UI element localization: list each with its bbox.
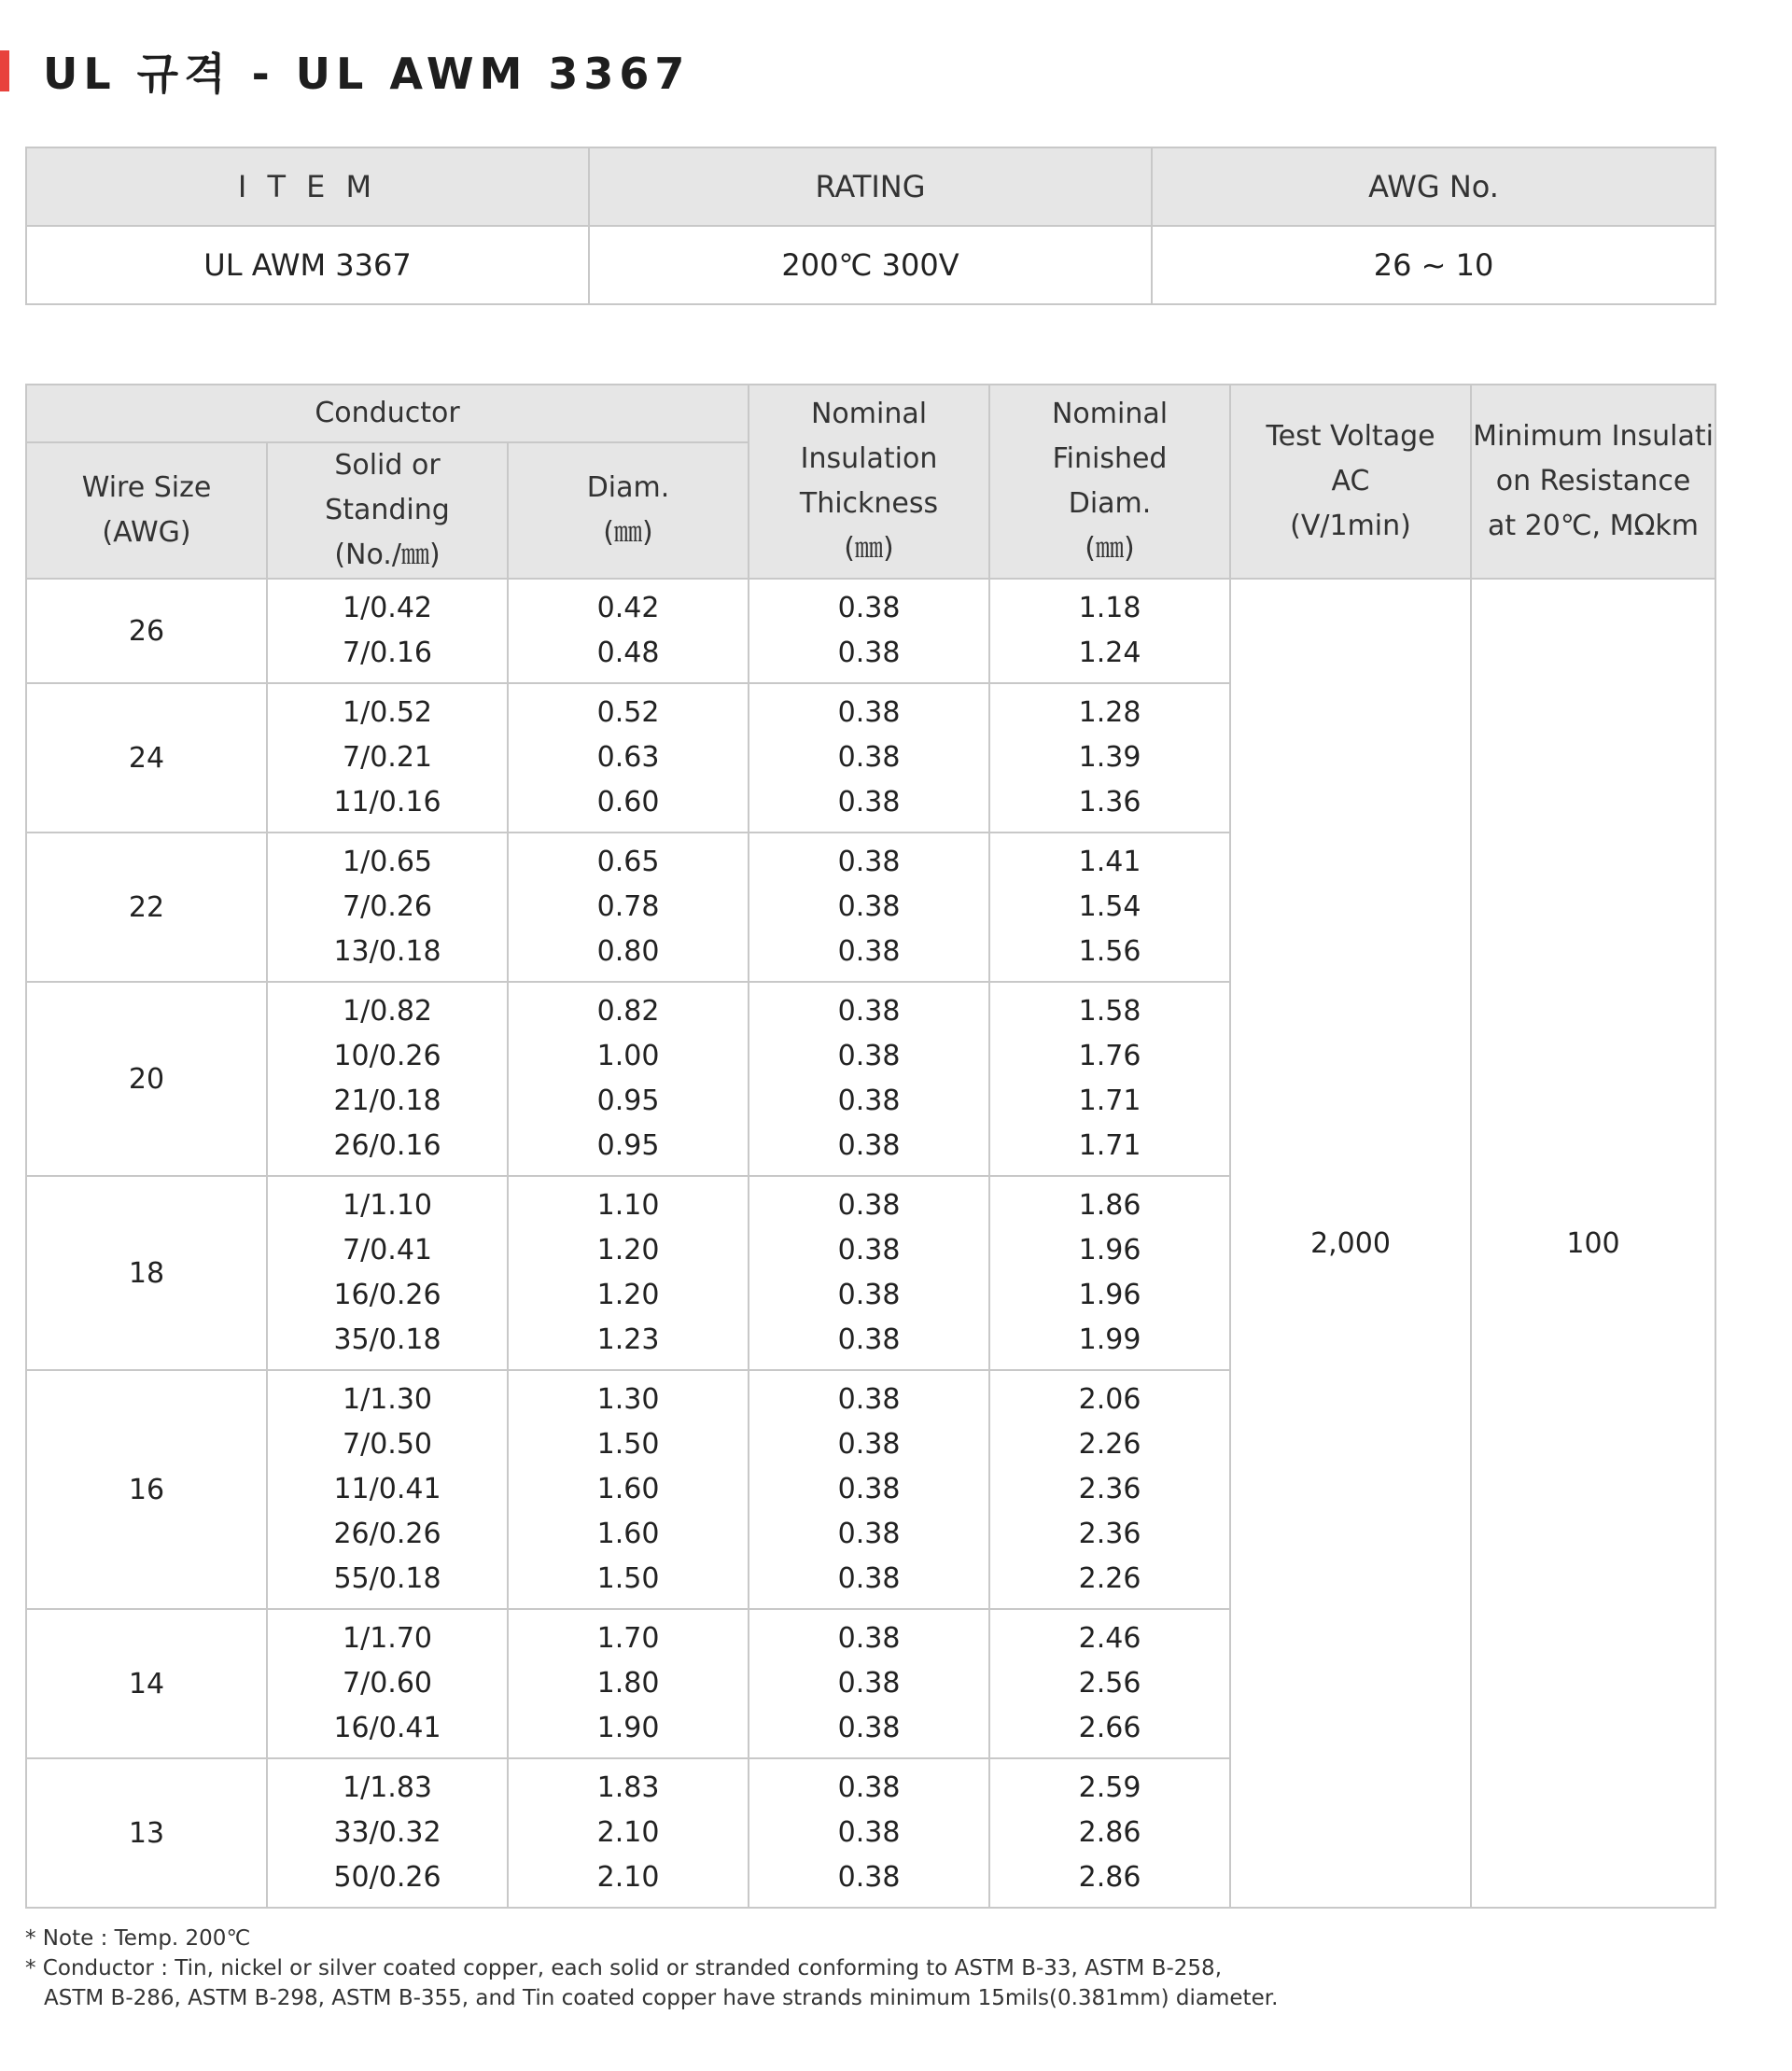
insulation-value: 0.38: [837, 1084, 901, 1117]
stranding-value: 35/0.18: [333, 1323, 441, 1356]
stranding-value: 7/0.21: [343, 741, 432, 774]
stranding-value: 11/0.16: [333, 786, 441, 819]
finished-value: 1.71: [1078, 1084, 1141, 1117]
stranding-cell: [267, 683, 508, 833]
rating-value: 200℃ 300V: [589, 226, 1152, 304]
rating-table-header: [26, 147, 1715, 226]
insulation-cell: [749, 1176, 989, 1370]
finished-value: 1.96: [1078, 1279, 1141, 1311]
rating-table: [25, 147, 1716, 305]
stranding-value: 21/0.18: [333, 1084, 441, 1117]
finished-value: 1.24: [1078, 637, 1141, 669]
insulation-value: 0.38: [837, 1622, 901, 1655]
insulation-cell: [749, 1609, 989, 1758]
diam-value: 1.20: [596, 1279, 660, 1311]
wire-size-cell: 24: [26, 683, 267, 833]
diam-value: 0.78: [596, 890, 660, 923]
finished-value: 1.39: [1078, 741, 1141, 774]
stranding-value: 1/1.30: [343, 1383, 432, 1416]
diam-value: 0.80: [596, 935, 660, 968]
finished-value: 2.56: [1078, 1667, 1141, 1700]
page-title: UL 규격 - UL AWM 3367: [43, 49, 691, 99]
rating-header: RATING: [589, 147, 1152, 226]
resistance-header: Minimum Insulati on Resistance at 20℃, MΩkm: [1471, 385, 1715, 579]
diam-cell: [508, 982, 749, 1176]
finished-cell: [989, 982, 1230, 1176]
wire-size-cell: 14: [26, 1609, 267, 1758]
diam-value: 1.80: [596, 1667, 660, 1700]
note-conductor: * Conductor : Tin, nickel or silver coated copper, each solid or stranded conforming to ASTM B-33, ASTM B-258,: [25, 1956, 1223, 1980]
insulation-value: 0.38: [837, 786, 901, 819]
stranding-cell: [267, 579, 508, 683]
resistance-value: 100: [1471, 579, 1715, 1908]
diam-value: 1.00: [596, 1040, 660, 1072]
insulation-value: 0.38: [837, 995, 901, 1028]
diam-value: 0.95: [596, 1129, 660, 1162]
finished-cell: [989, 579, 1230, 683]
finished-value: 2.06: [1078, 1383, 1141, 1416]
insulation-value: 0.38: [837, 696, 901, 729]
insulation-value: 0.38: [837, 1279, 901, 1311]
insulation-value: 0.38: [837, 935, 901, 968]
finished-cell: [989, 1370, 1230, 1609]
insulation-value: 0.38: [837, 1323, 901, 1356]
table-row: [26, 579, 1715, 683]
stranding-value: 7/0.50: [343, 1428, 432, 1461]
stranding-value: 1/0.65: [343, 846, 432, 878]
diam-value: 1.50: [596, 1562, 660, 1595]
insulation-value: 0.38: [837, 741, 901, 774]
stranding-cell: [267, 833, 508, 982]
finished-cell: [989, 1176, 1230, 1370]
finished-cell: [989, 1609, 1230, 1758]
wire-size-cell: 16: [26, 1370, 267, 1609]
stranding-value: 7/0.60: [343, 1667, 432, 1700]
diam-cell: [508, 1609, 749, 1758]
stranding-value: 7/0.16: [343, 637, 432, 669]
insulation-value: 0.38: [837, 637, 901, 669]
finished-value: 2.36: [1078, 1518, 1141, 1550]
stranding-value: 1/0.82: [343, 995, 432, 1028]
diam-cell: [508, 579, 749, 683]
stranding-value: 11/0.41: [333, 1473, 441, 1505]
diam-header: Diam. (㎜): [508, 442, 749, 579]
finished-value: 2.86: [1078, 1816, 1141, 1849]
finished-value: 1.96: [1078, 1234, 1141, 1266]
insulation-value: 0.38: [837, 1428, 901, 1461]
insulation-value: 0.38: [837, 1562, 901, 1595]
insulation-thickness-header: Nominal Insulation Thickness (㎜): [749, 385, 989, 579]
insulation-cell: [749, 579, 989, 683]
stranding-value: 33/0.32: [333, 1816, 441, 1849]
stranding-value: 7/0.26: [343, 890, 432, 923]
diam-value: 0.42: [596, 592, 660, 624]
diam-cell: [508, 1758, 749, 1908]
finished-value: 1.99: [1078, 1323, 1141, 1356]
diam-value: 0.63: [596, 741, 660, 774]
insulation-value: 0.38: [837, 592, 901, 624]
insulation-value: 0.38: [837, 1712, 901, 1744]
insulation-value: 0.38: [837, 1473, 901, 1505]
diam-value: 1.10: [596, 1189, 660, 1222]
stranding-value: 16/0.41: [333, 1712, 441, 1744]
insulation-value: 0.38: [837, 1040, 901, 1072]
diam-value: 1.70: [596, 1622, 660, 1655]
finished-value: 1.18: [1078, 592, 1141, 624]
finished-value: 1.41: [1078, 846, 1141, 878]
diam-cell: [508, 833, 749, 982]
stranding-cell: [267, 1370, 508, 1609]
spec-table: [25, 384, 1716, 1909]
stranding-value: 1/1.10: [343, 1189, 432, 1222]
insulation-value: 0.38: [837, 1189, 901, 1222]
finished-value: 1.56: [1078, 935, 1141, 968]
stranding-value: 50/0.26: [333, 1861, 441, 1894]
finished-value: 2.36: [1078, 1473, 1141, 1505]
insulation-value: 0.38: [837, 1667, 901, 1700]
stranding-value: 1/1.83: [343, 1771, 432, 1804]
finished-value: 2.86: [1078, 1861, 1141, 1894]
finished-value: 1.36: [1078, 786, 1141, 819]
awg-no-value: 26 ~ 10: [1152, 226, 1715, 304]
diam-value: 2.10: [596, 1816, 660, 1849]
insulation-cell: [749, 982, 989, 1176]
insulation-value: 0.38: [837, 1771, 901, 1804]
insulation-cell: [749, 833, 989, 982]
diam-value: 0.65: [596, 846, 660, 878]
diam-value: 0.82: [596, 995, 660, 1028]
insulation-value: 0.38: [837, 1518, 901, 1550]
insulation-value: 0.38: [837, 1861, 901, 1894]
stranding-value: 26/0.26: [333, 1518, 441, 1550]
test-voltage-header: Test Voltage AC (V/1min): [1230, 385, 1471, 579]
conductor-header: Conductor: [26, 385, 749, 442]
stranding-value: 1/0.52: [343, 696, 432, 729]
finished-value: 1.54: [1078, 890, 1141, 923]
notes: [25, 1924, 1278, 2013]
insulation-value: 0.38: [837, 1816, 901, 1849]
diam-value: 2.10: [596, 1861, 660, 1894]
diam-value: 1.90: [596, 1712, 660, 1744]
wire-size-cell: 22: [26, 833, 267, 982]
finished-value: 1.71: [1078, 1129, 1141, 1162]
diam-value: 1.20: [596, 1234, 660, 1266]
finished-value: 2.59: [1078, 1771, 1141, 1804]
wire-size-cell: 18: [26, 1176, 267, 1370]
page-header: [0, 45, 690, 97]
insulation-value: 0.38: [837, 890, 901, 923]
finished-value: 2.46: [1078, 1622, 1141, 1655]
diam-value: 1.30: [596, 1383, 660, 1416]
stranding-value: 55/0.18: [333, 1562, 441, 1595]
finished-value: 1.58: [1078, 995, 1141, 1028]
stranding-cell: [267, 1758, 508, 1908]
insulation-cell: [749, 683, 989, 833]
finished-value: 2.26: [1078, 1428, 1141, 1461]
stranding-value: 10/0.26: [333, 1040, 441, 1072]
diam-cell: [508, 683, 749, 833]
item-value: UL AWM 3367: [26, 226, 589, 304]
note-conductor-cont: ASTM B-286, ASTM B-298, ASTM B-355, and Tin coated copper have strands minimum 15mils(0.381mm) diameter.: [44, 1986, 1279, 2010]
insulation-cell: [749, 1370, 989, 1609]
diam-value: 0.60: [596, 786, 660, 819]
insulation-value: 0.38: [837, 1383, 901, 1416]
finished-diam-header: Nominal Finished Diam. (㎜): [989, 385, 1230, 579]
note-temp: * Note : Temp. 200℃: [25, 1926, 251, 1951]
finished-value: 2.66: [1078, 1712, 1141, 1744]
finished-value: 1.76: [1078, 1040, 1141, 1072]
finished-value: 1.28: [1078, 696, 1141, 729]
finished-value: 1.86: [1078, 1189, 1141, 1222]
stranding-cell: [267, 982, 508, 1176]
finished-cell: [989, 683, 1230, 833]
finished-cell: [989, 1758, 1230, 1908]
rating-table-row: [26, 226, 1715, 304]
title-accent-bar: [0, 50, 9, 91]
diam-value: 0.95: [596, 1084, 660, 1117]
diam-value: 1.60: [596, 1518, 660, 1550]
stranding-value: 1/1.70: [343, 1622, 432, 1655]
diam-cell: [508, 1176, 749, 1370]
wire-size-cell: 20: [26, 982, 267, 1176]
stranding-value: 26/0.16: [333, 1129, 441, 1162]
insulation-cell: [749, 1758, 989, 1908]
diam-value: 1.23: [596, 1323, 660, 1356]
item-header: I T E M: [26, 147, 589, 226]
stranding-value: 16/0.26: [333, 1279, 441, 1311]
diam-value: 1.50: [596, 1428, 660, 1461]
stranding-cell: [267, 1609, 508, 1758]
insulation-value: 0.38: [837, 1129, 901, 1162]
stranding-cell: [267, 1176, 508, 1370]
stranding-value: 7/0.41: [343, 1234, 432, 1266]
diam-value: 1.60: [596, 1473, 660, 1505]
awg-no-header: AWG No.: [1152, 147, 1715, 226]
finished-cell: [989, 833, 1230, 982]
stranding-header: Solid or Standing (No./㎜): [267, 442, 508, 579]
diam-cell: [508, 1370, 749, 1609]
diam-value: 0.48: [596, 637, 660, 669]
wire-size-header: Wire Size (AWG): [26, 442, 267, 579]
wire-size-cell: 13: [26, 1758, 267, 1908]
diam-value: 0.52: [596, 696, 660, 729]
wire-size-cell: 26: [26, 579, 267, 683]
diam-value: 1.83: [596, 1771, 660, 1804]
test-voltage-value: 2,000: [1230, 579, 1471, 1908]
stranding-value: 1/0.42: [343, 592, 432, 624]
insulation-value: 0.38: [837, 1234, 901, 1266]
finished-value: 2.26: [1078, 1562, 1141, 1595]
stranding-value: 13/0.18: [333, 935, 441, 968]
insulation-value: 0.38: [837, 846, 901, 878]
